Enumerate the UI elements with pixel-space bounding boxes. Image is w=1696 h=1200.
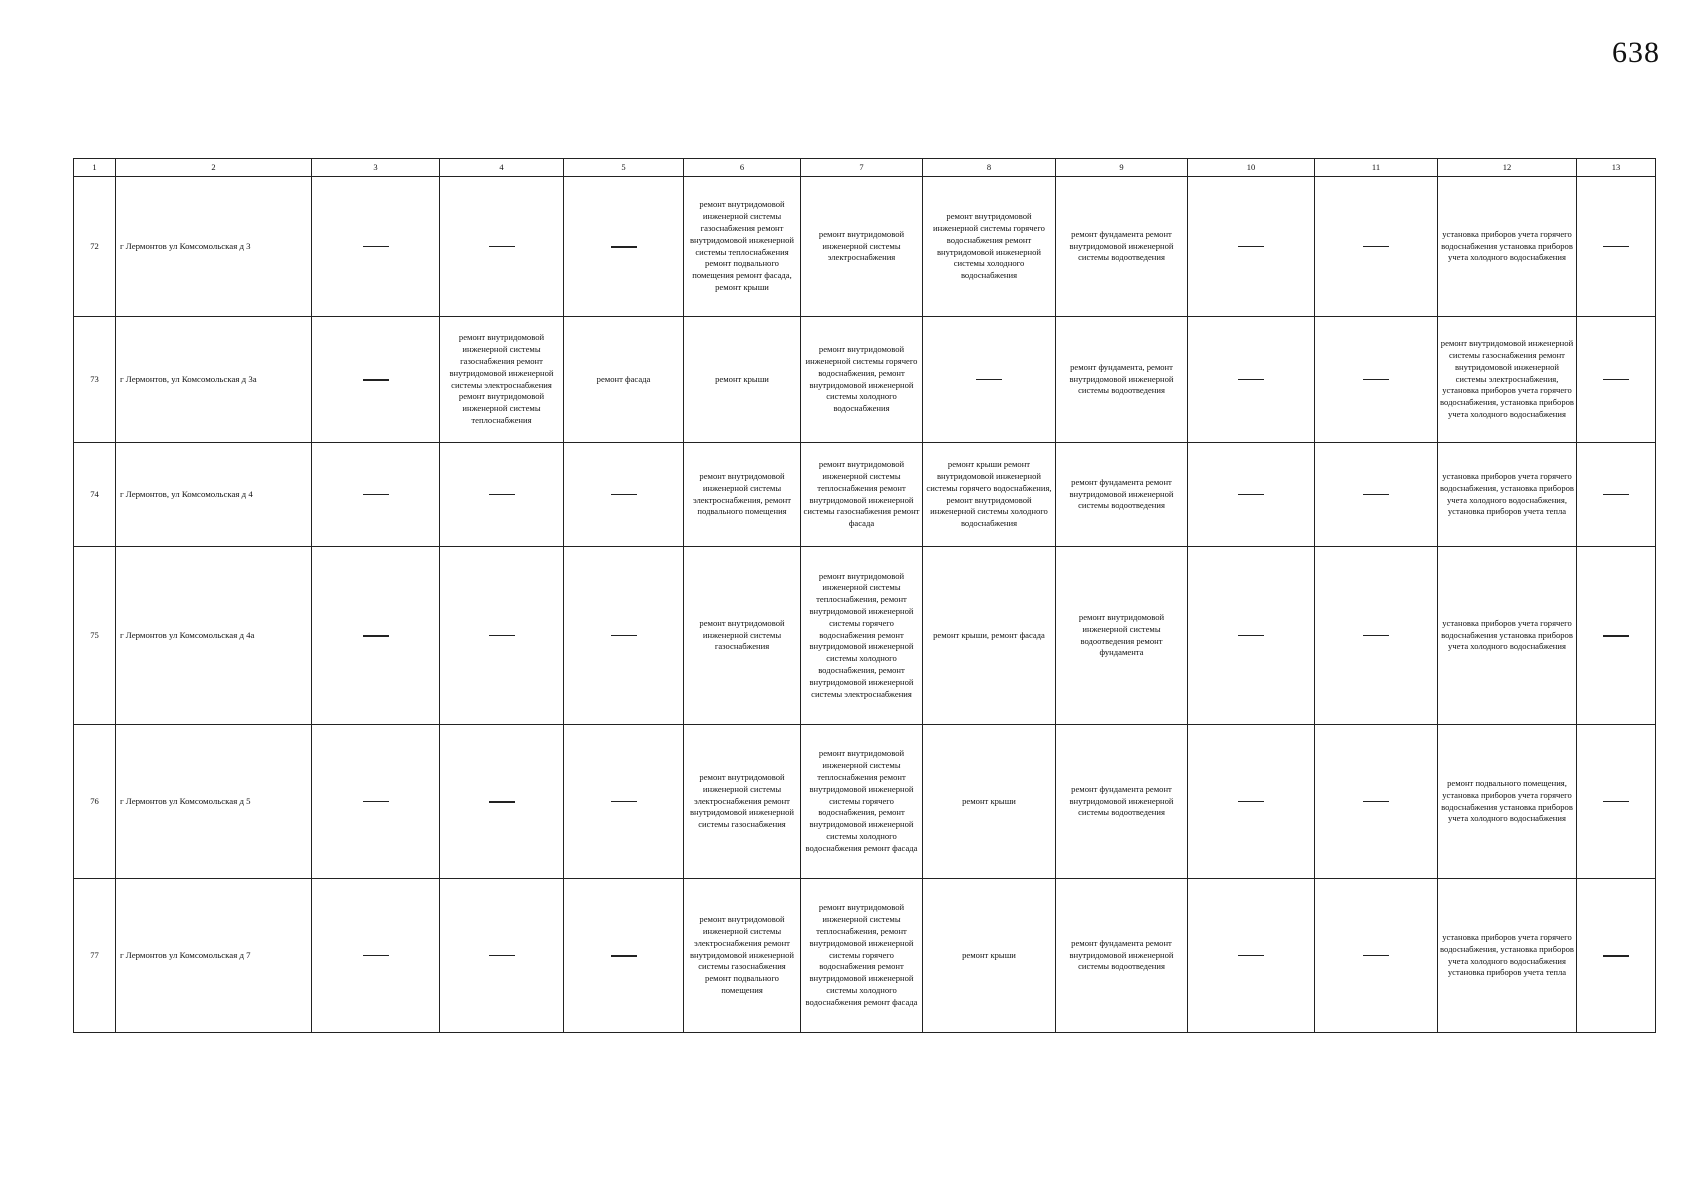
dash-mark (1603, 379, 1629, 380)
work-cell: ремонт внутридомовой инженерной системы водоотведения ремонт фундамента (1056, 547, 1188, 725)
dash-mark (363, 246, 389, 247)
work-cell: ремонт фундамента ремонт внутридомовой инженерной системы водоотведения (1056, 443, 1188, 547)
work-cell: ремонт фундамента ремонт внутридомовой инженерной системы водоотведения (1056, 177, 1188, 317)
work-cell: ремонт фундамента ремонт внутридомовой инженерной системы водоотведения (1056, 725, 1188, 879)
work-cell: ремонт внутридомовой инженерной системы электроснабжения, ремонт подвального помещения (684, 443, 801, 547)
dash-mark (1603, 801, 1629, 802)
work-cell: ремонт внутридомовой инженерной системы горячего водоснабжения ремонт внутридомовой инженерной системы холодного водоснабжения (923, 177, 1056, 317)
work-cell: установка приборов учета горячего водоснабжения установка приборов учета холодного водоснабжения (1438, 547, 1577, 725)
empty-cell (564, 879, 684, 1033)
empty-cell (564, 443, 684, 547)
empty-cell (312, 725, 440, 879)
header-cell-4: 4 (440, 159, 564, 177)
dash-mark (1363, 379, 1389, 380)
header-cell-8: 8 (923, 159, 1056, 177)
work-cell: ремонт крыши (923, 725, 1056, 879)
address-cell: г Лермонтов, ул Комсомольская д 3а (116, 317, 312, 443)
dash-mark (1363, 801, 1389, 802)
empty-cell (312, 547, 440, 725)
dash-mark (976, 379, 1002, 380)
work-cell: ремонт подвального помещения, установка приборов учета горячего водоснабжения установка приборов учета холодного водоснабжения (1438, 725, 1577, 879)
header-cell-5: 5 (564, 159, 684, 177)
dash-mark (1238, 246, 1264, 247)
row-number: 74 (74, 443, 116, 547)
dash-mark (1603, 494, 1629, 495)
dash-mark (1238, 635, 1264, 636)
row-number: 77 (74, 879, 116, 1033)
empty-cell (1577, 547, 1656, 725)
dash-mark (1603, 635, 1629, 637)
dash-mark (1363, 635, 1389, 636)
work-cell: ремонт внутридомовой инженерной системы газоснабжения ремонт внутридомовой инженерной системы электроснабжения, установка приборов учета горячего водоснабжения, установка приборов учета холодного водоснабжения (1438, 317, 1577, 443)
dash-mark (489, 246, 515, 247)
table-row (74, 547, 1656, 725)
empty-cell (440, 879, 564, 1033)
header-cell-9: 9 (1056, 159, 1188, 177)
empty-cell (1315, 317, 1438, 443)
table-row (74, 443, 1656, 547)
empty-cell (1315, 443, 1438, 547)
work-cell: установка приборов учета горячего водоснабжения установка приборов учета холодного водоснабжения (1438, 177, 1577, 317)
header-cell-11: 11 (1315, 159, 1438, 177)
empty-cell (1188, 177, 1315, 317)
dash-mark (489, 801, 515, 803)
empty-cell (312, 443, 440, 547)
empty-cell (1577, 177, 1656, 317)
header-cell-3: 3 (312, 159, 440, 177)
empty-cell (564, 547, 684, 725)
dash-mark (1238, 494, 1264, 495)
address-cell: г Лермонтов ул Комсомольская д 3 (116, 177, 312, 317)
dash-mark (611, 801, 637, 802)
empty-cell (440, 725, 564, 879)
dash-mark (611, 955, 637, 957)
work-cell: ремонт внутридомовой инженерной системы газоснабжения ремонт внутридомовой инженерной системы электроснабжения ремонт внутридомовой инженерной системы теплоснабжения (440, 317, 564, 443)
work-cell: ремонт внутридомовой инженерной системы газоснабжения (684, 547, 801, 725)
empty-cell (1188, 547, 1315, 725)
empty-cell (1315, 725, 1438, 879)
empty-cell (1315, 879, 1438, 1033)
header-row (74, 159, 1656, 177)
dash-mark (363, 494, 389, 495)
table-row (74, 177, 1656, 317)
dash-mark (363, 955, 389, 956)
page-number: 638 (1612, 36, 1660, 69)
work-cell: установка приборов учета горячего водоснабжения, установка приборов учета холодного водоснабжения установка приборов учета тепла (1438, 879, 1577, 1033)
repair-schedule-table (73, 158, 1656, 1033)
empty-cell (1577, 879, 1656, 1033)
row-number: 76 (74, 725, 116, 879)
work-cell: установка приборов учета горячего водоснабжения, установка приборов учета холодного водоснабжения, установка приборов учета тепла (1438, 443, 1577, 547)
dash-mark (1603, 955, 1629, 957)
empty-cell (440, 443, 564, 547)
work-cell: ремонт крыши ремонт внутридомовой инженерной системы горячего водоснабжения, ремонт внутридомовой инженерной системы холодного водоснабжения (923, 443, 1056, 547)
header-cell-1: 1 (74, 159, 116, 177)
empty-cell (1188, 317, 1315, 443)
dash-mark (489, 494, 515, 495)
row-number: 72 (74, 177, 116, 317)
dash-mark (1363, 246, 1389, 247)
dash-mark (1603, 246, 1629, 247)
empty-cell (1315, 547, 1438, 725)
address-cell: г Лермонтов ул Комсомольская д 4а (116, 547, 312, 725)
work-cell: ремонт фундамента ремонт внутридомовой инженерной системы водоотведения (1056, 879, 1188, 1033)
empty-cell (564, 177, 684, 317)
header-cell-7: 7 (801, 159, 923, 177)
empty-cell (312, 879, 440, 1033)
empty-cell (923, 317, 1056, 443)
row-number: 75 (74, 547, 116, 725)
address-cell: г Лермонтов, ул Комсомольская д 4 (116, 443, 312, 547)
header-cell-13: 13 (1577, 159, 1656, 177)
empty-cell (1577, 443, 1656, 547)
empty-cell (1577, 317, 1656, 443)
header-cell-2: 2 (116, 159, 312, 177)
work-cell: ремонт внутридомовой инженерной системы газоснабжения ремонт внутридомовой инженерной системы теплоснабжения ремонт подвального помещения ремонт фасада, ремонт крыши (684, 177, 801, 317)
header-cell-10: 10 (1188, 159, 1315, 177)
dash-mark (1238, 801, 1264, 802)
empty-cell (312, 317, 440, 443)
work-cell: ремонт внутридомовой инженерной системы электроснабжения ремонт внутридомовой инженерной системы газоснабжения ремонт подвального помещения (684, 879, 801, 1033)
work-cell: ремонт фасада (564, 317, 684, 443)
empty-cell (312, 177, 440, 317)
table-row (74, 725, 1656, 879)
dash-mark (611, 246, 637, 248)
empty-cell (1188, 443, 1315, 547)
work-cell: ремонт внутридомовой инженерной системы теплоснабжения ремонт внутридомовой инженерной системы горячего водоснабжения, ремонт внутридомовой инженерной системы холодного водоснабжения ремонт фасада (801, 725, 923, 879)
table-row (74, 879, 1656, 1033)
dash-mark (489, 955, 515, 956)
empty-cell (1188, 879, 1315, 1033)
work-cell: ремонт крыши, ремонт фасада (923, 547, 1056, 725)
dash-mark (1238, 379, 1264, 380)
work-cell: ремонт внутридомовой инженерной системы горячего водоснабжения, ремонт внутридомовой инженерной системы холодного водоснабжения (801, 317, 923, 443)
dash-mark (611, 494, 637, 495)
empty-cell (1315, 177, 1438, 317)
dash-mark (363, 635, 389, 637)
dash-mark (489, 635, 515, 636)
empty-cell (440, 177, 564, 317)
dash-mark (1363, 494, 1389, 495)
address-cell: г Лермонтов ул Комсомольская д 7 (116, 879, 312, 1033)
work-cell: ремонт внутридомовой инженерной системы теплоснабжения, ремонт внутридомовой инженерной системы горячего водоснабжения ремонт внутридомовой инженерной системы холодного водоснабжения ремонт фасада (801, 879, 923, 1033)
work-cell: ремонт фундамента, ремонт внутридомовой инженерной системы водоотведения (1056, 317, 1188, 443)
work-cell: ремонт крыши (923, 879, 1056, 1033)
dash-mark (363, 801, 389, 802)
dash-mark (363, 379, 389, 381)
row-number: 73 (74, 317, 116, 443)
dash-mark (1363, 955, 1389, 956)
empty-cell (1577, 725, 1656, 879)
empty-cell (1188, 725, 1315, 879)
work-cell: ремонт крыши (684, 317, 801, 443)
work-cell: ремонт внутридомовой инженерной системы электроснабжения ремонт внутридомовой инженерной системы газоснабжения (684, 725, 801, 879)
dash-mark (611, 635, 637, 636)
table-row (74, 317, 1656, 443)
work-cell: ремонт внутридомовой инженерной системы теплоснабжения, ремонт внутридомовой инженерной системы горячего водоснабжения ремонт внутридомовой инженерной системы холодного водоснабжения, ремонт внутридомовой инженерной системы электроснабжения (801, 547, 923, 725)
dash-mark (1238, 955, 1264, 956)
work-cell: ремонт внутридомовой инженерной системы теплоснабжения ремонт внутридомовой инженерной системы газоснабжения ремонт фасада (801, 443, 923, 547)
empty-cell (564, 725, 684, 879)
address-cell: г Лермонтов ул Комсомольская д 5 (116, 725, 312, 879)
header-cell-6: 6 (684, 159, 801, 177)
header-cell-12: 12 (1438, 159, 1577, 177)
empty-cell (440, 547, 564, 725)
work-cell: ремонт внутридомовой инженерной системы электроснабжения (801, 177, 923, 317)
